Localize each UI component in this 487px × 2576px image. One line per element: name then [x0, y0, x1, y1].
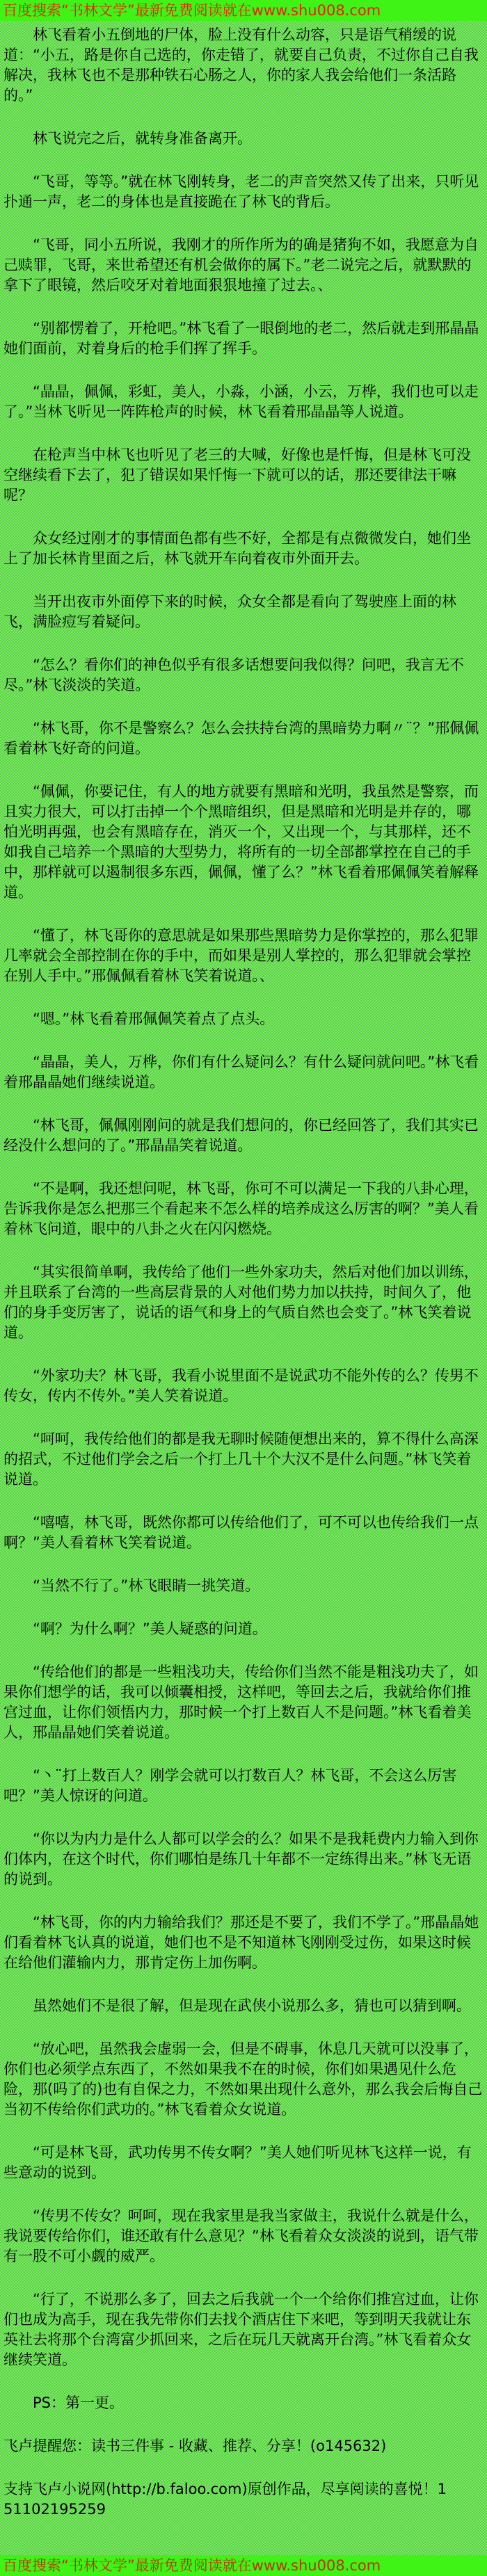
novel-paragraph: “嘻嘻，林飞哥，既然你都可以传给他们了，可不可以也传给我们一点啊？”美人看着林飞笑着说道。 [3, 1514, 479, 1551]
novel-paragraph: 在枪声当中林飞也听见了老三的大喊，好像也是忏悔，但是林飞可没空继续看下去了，犯了错误如果忏悔一下就可以的话，那还要律法干嘛呢？ [3, 446, 471, 504]
novel-paragraph: “晶晶，美人，万桦，你们有什么疑问么？有什么疑问就问吧。”林飞看着邢晶晶她们继续说道。 [3, 1054, 479, 1090]
novel-paragraph: “不是啊，我还想问呢，林飞哥，你可不可以满足一下我的八卦心理，告诉我你是怎么把那三个看起来不怎么样的培养成这么厉害的啊？”美人看着林飞问道，眼中的八卦之火在闪闪燃烧。 [3, 1180, 479, 1237]
novel-paragraph: “行了，不说那么多了，回去之后我就一个一个给你们推宫过血，让你们也成为高手，现在我先带你们去找个酒店住下来吧，等到明天我就让东英社去将那个台湾富少抓回来，之后在玩几天就离开台湾。”林飞看着众女继续笑道。 [3, 2291, 479, 2368]
bottom-ad-banner[interactable]: 百度搜索“书林文学”最新免费阅读就在www.shu008.com [0, 2555, 487, 2576]
reader-reminder: 飞卢提醒您：读书三件事 - 收藏、推荐、分享！(o145632) [3, 2438, 387, 2454]
top-ad-banner[interactable]: 百度搜索“书林文学”最新免费阅读就在www.shu008.com [0, 0, 487, 21]
novel-paragraph: “飞哥，等等。”就在林飞刚转身，老二的声音突然又传了出来，只听见扑通一声，老二的身体也是直接跪在了林飞的背后。 [3, 173, 479, 210]
support-note-line1: 支持飞卢小说网(http://b.faloo.com)原创作品，尽享阅读的喜悦！1 [3, 2481, 447, 2497]
novel-paragraph: “林飞哥，佩佩刚刚问的就是我们想问的，你已经回答了，我们其实已经没什么想问的了。”邢晶晶笑着说道。 [3, 1117, 479, 1154]
novel-content [0, 21, 487, 2555]
novel-paragraph: 林飞说完之后，就转身准备离开。 [33, 130, 252, 147]
novel-paragraph: “晶晶，佩佩，彩虹，美人，小淼，小涵，小云，万桦，我们也可以走了。”当林飞听见一阵阵枪声的时候，林飞看着邢晶晶等人说道。 [3, 383, 479, 420]
novel-paragraph: 当开出夜市外面停下来的时候，众女全都是看向了驾驶座上面的林飞，满脸痘写着疑问。 [3, 593, 456, 630]
novel-paragraph: “可是林飞哥，武功传男不传女啊？”美人她们听见林飞这样一说，有些意动的说到。 [3, 2144, 472, 2181]
novel-paragraph: 众女经过刚才的事情面色都有些不好，全都是有点微微发白，她们坐上了加长林肯里面之后，林飞就开车向着夜市外面开去。 [3, 530, 471, 567]
novel-paragraph: 林飞看着小五倒地的尸体，脸上没有什么动容，只是语气稍缓的说道：“小五，路是你自己选的，你走错了，就要自己负责，不过你自己自我解决，我林飞也不是那种铁石心肠之人，你的家人我会给他们一条活路的。” [3, 26, 479, 104]
novel-paragraph: PS：第一更。 [33, 2394, 124, 2411]
novel-paragraph: 虽然她们不是很了解，但是现在武侠小说那么多，猜也可以猜到啊。 [33, 1997, 471, 2014]
novel-paragraph: “外家功夫？林飞哥，我看小说里面不是说武功不能外传的么？传男不传女，传内不传外。”美人笑着说道。 [3, 1367, 479, 1404]
support-note-line2: 51102195259 [3, 2501, 106, 2518]
novel-paragraph: “懂了，林飞哥你的意思就是如果那些黑暗势力是你掌控的，那么犯罪几率就会全部控制在你的手中，而如果是别人掌控的，那么犯罪就会掌控在别人手中。”邢佩佩看着林飞笑着说道。、 [3, 927, 479, 984]
novel-paragraph: “放心吧，虽然我会虚弱一会，但是不碍事，休息几天就可以没事了，你们也必须学点东西了，不然如果我不在的时候，你们如果遇见什么危险，那(吗了的)也有自保之力，不然如果出现什么意外，那么我会后悔自己当初不传给你们武功的。”林飞看着众女说道。 [3, 2040, 483, 2118]
novel-paragraph: “传给他们的都是一些粗浅功夫，传给你们当然不能是粗浅功夫了，如果你们想学的话，我可以倾囊相授，这样吧，等回去之后，我就给你们推宫过血，让你们领悟内力，那时候一个打上数百人不是问题。”林飞看着美人，邢晶晶她们笑着说道。 [3, 1664, 479, 1741]
novel-paragraph: “别都愣着了，开枪吧。”林飞看了一眼倒地的老二，然后就走到邢晶晶她们面前，对着身后的枪手们挥了挥手。 [3, 320, 479, 357]
bottom-spacer [3, 2543, 484, 2555]
support-note [3, 2479, 484, 2520]
novel-paragraph: “其实很简单啊，我传给了他们一些外家功夫，然后对他们加以训练，并且联系了台湾的一些高层背景的人对他们势力加以扶持，时间久了，他们的身手变厉害了，说话的语气和身上的气质自然也会变了。”林飞笑着说道。 [3, 1264, 479, 1341]
paragraph-list [3, 25, 484, 2413]
novel-paragraph: “丶¨打上数百人？刚学会就可以打数百人？林飞哥，不会这么厉害吧？”美人惊讶的问道。 [3, 1767, 457, 1804]
novel-paragraph: “林飞哥，你的内力输给我们？那还是不要了，我们不学了。”邢晶晶她们看着林飞认真的说道，她们也不是不知道林飞刚刚受过伤，如果这时候在给他们灌输内力，那肯定伤上加伤啊。 [3, 1914, 479, 1971]
novel-paragraph: “佩佩，你要记住，有人的地方就要有黑暗和光明，我虽然是警察，而且实力很大，可以打击掉一个个黑暗组织，但是黑暗和光明是并存的，哪怕光明再强，也会有黑暗存在，消灭一个，又出现一个，与其那样，还不如我自己培养一个黑暗的大型势力，将所有的一切全部都掌控在自己的手中，那样就可以遏制很多东西，佩佩，懂了么？”林飞看着邢佩佩笑着解释道。 [3, 783, 479, 901]
novel-paragraph: “飞哥，同小五所说，我刚才的所作所为的确是猪狗不如，我愿意为自己赎罪，飞哥，来世希望还有机会做你的属下。”老二说完之后，就默默的拿下了眼镜，然后咬牙对着地面狠狠地撞了过去。、 [3, 236, 479, 293]
novel-paragraph: “林飞哥，你不是警察么？怎么会扶持台湾的黑暗势力啊〃¨？”邢佩佩看着林飞好奇的问道。 [3, 720, 479, 757]
novel-paragraph: “传男不传女？呵呵，现在我家里是我当家做主，我说什么就是什么，我说要传给你们，谁还敢有什么意见？”林飞看着众女淡淡的说到，语气带有一股不可小觑的威严。 [3, 2207, 479, 2264]
novel-paragraph: “当然不行了。”林飞眼睛一挑笑道。 [33, 1577, 260, 1594]
novel-paragraph: “你以为内力是什么人都可以学会的么？如果不是我耗费内力输入到你们体内，在这个时代，你们哪怕是练几十年都不一定练得出来。”林飞无语的说到。 [3, 1830, 479, 1887]
novel-paragraph: “嗯。”林飞看着邢佩佩笑着点了点头。 [33, 1011, 275, 1027]
novel-paragraph: “呵呵，我传给他们的都是我无聊时候随便想出来的，算不得什么高深的招式，不过他们学会之后一个打上几十个大汉不是什么问题。”林飞笑着说道。 [3, 1431, 479, 1488]
novel-paragraph: “啊？为什么啊？”美人疑惑的问道。 [33, 1620, 267, 1637]
novel-paragraph: “怎么？看你们的神色似乎有很多话想要问我似得？问吧，我言无不尽。”林飞淡淡的笑道。 [3, 657, 464, 693]
